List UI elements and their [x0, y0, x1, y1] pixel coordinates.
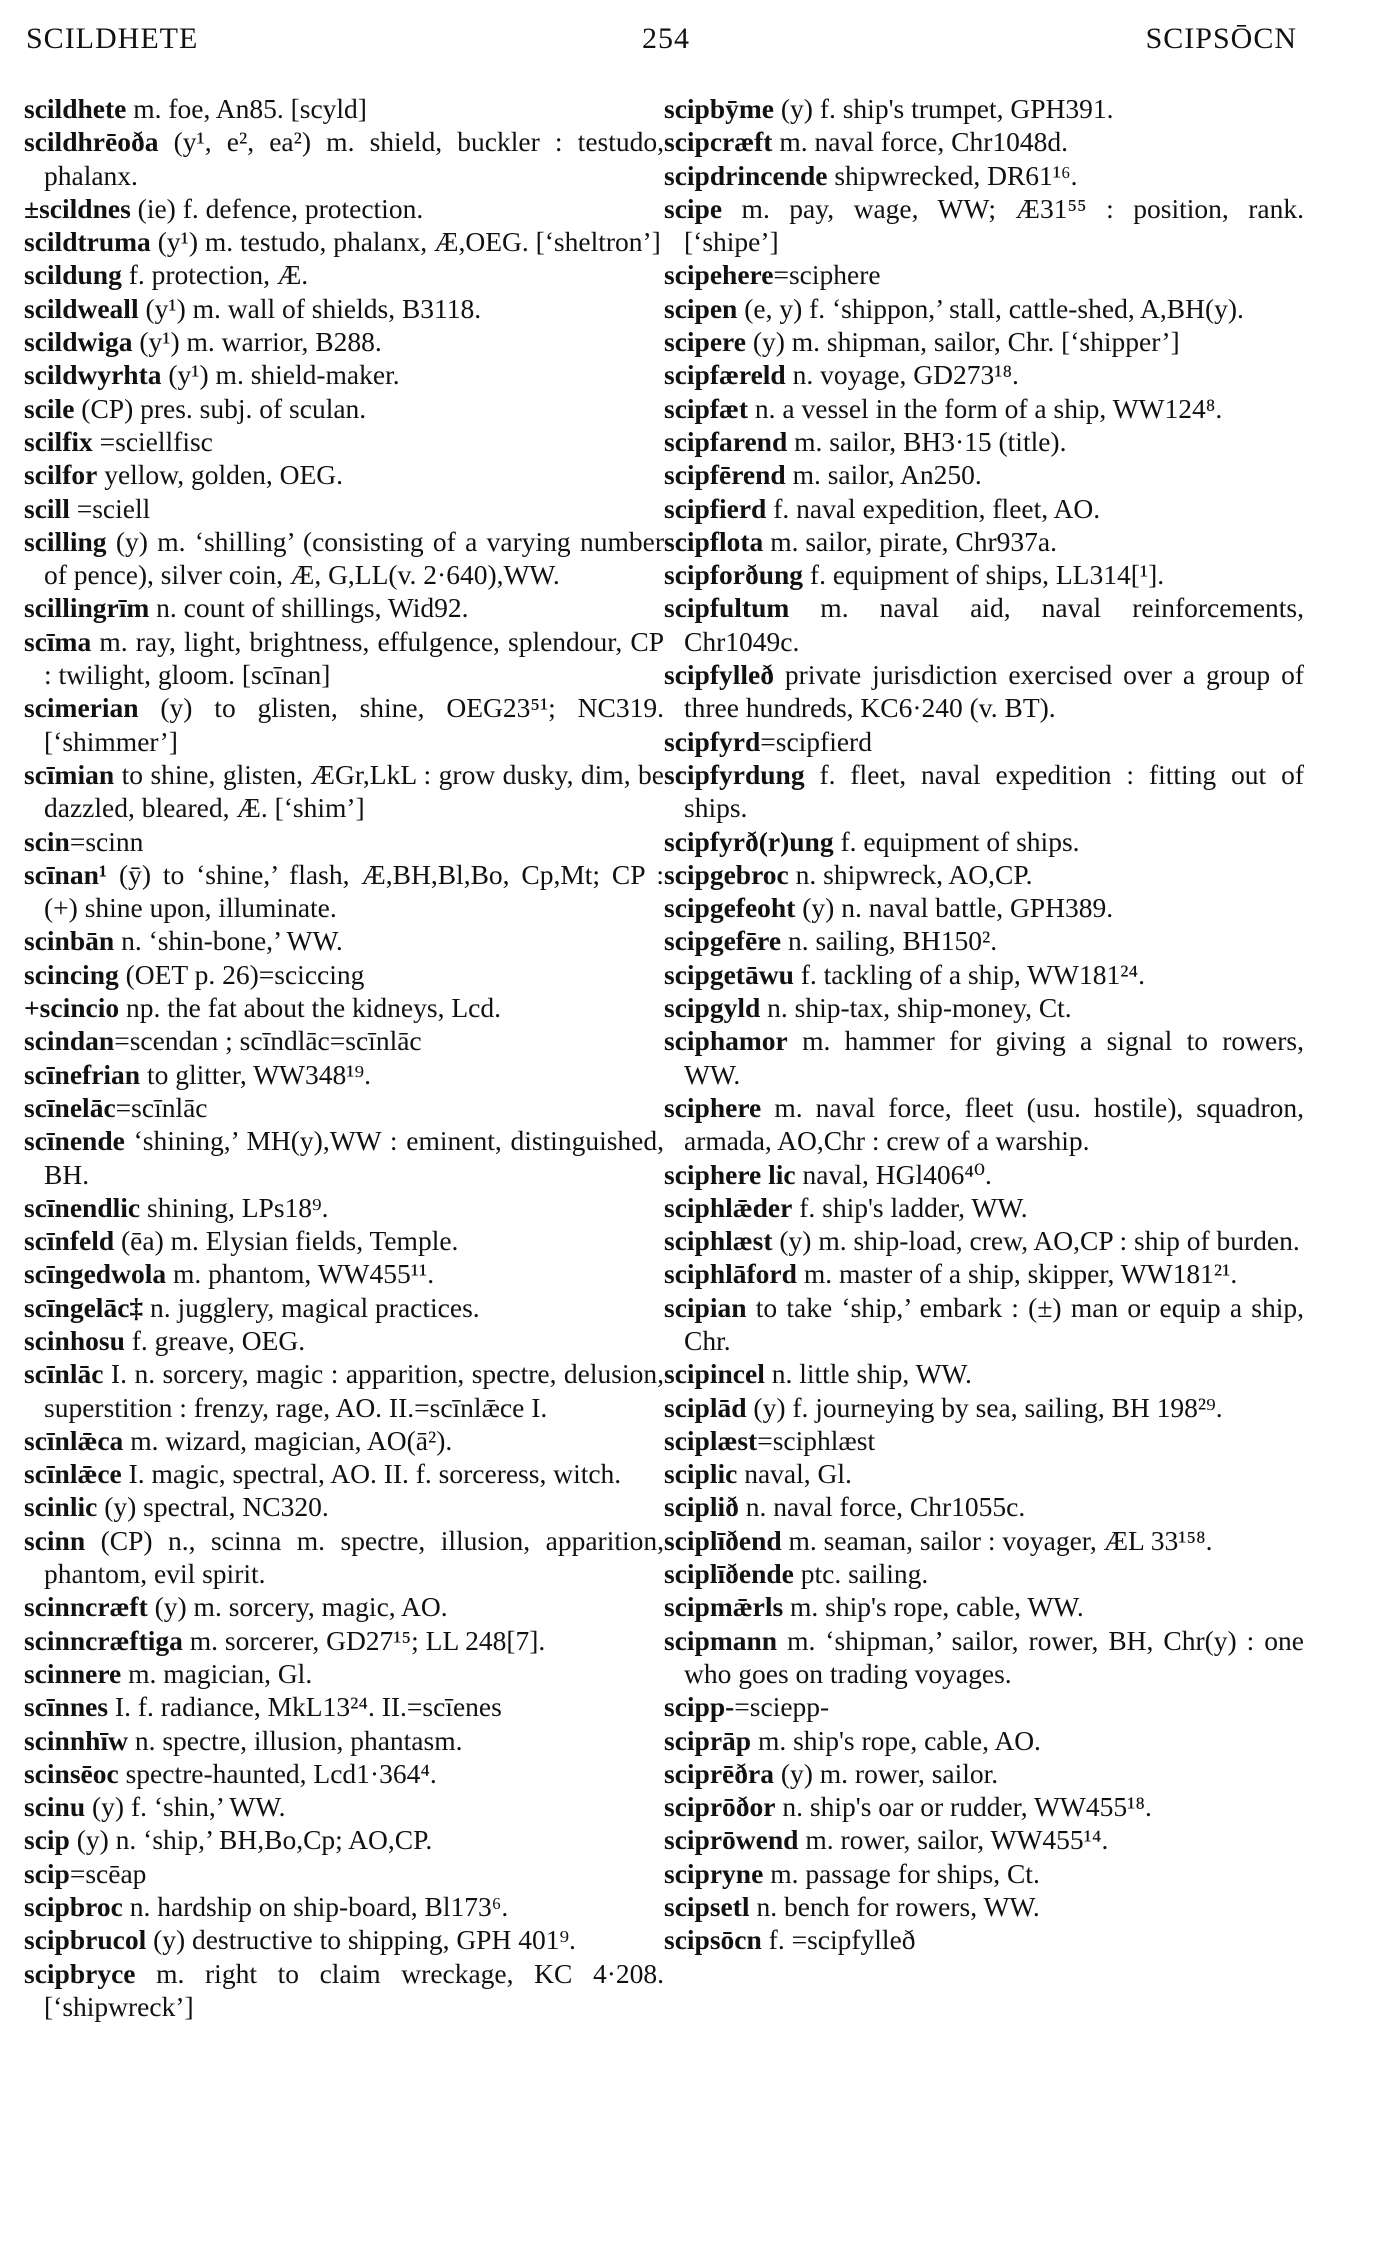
entry-headword: sciprōwend [664, 1824, 799, 1856]
entry-headword: scilfor [24, 459, 98, 491]
dictionary-entry [664, 1757, 1304, 1790]
entry-definition: m. seaman, sailor : voyager, ÆL 33¹⁵⁸. [781, 1524, 1213, 1556]
entry-definition: ‘shining,’ MH(y),WW : eminent, distinguished, BH. [44, 1125, 664, 1190]
entry-definition: m. rower, sailor, WW455¹⁴. [798, 1824, 1109, 1856]
dictionary-entry [664, 159, 1304, 192]
dictionary-entry [664, 392, 1304, 425]
entry-headword: scipgefeoht [664, 892, 796, 924]
dictionary-entry [664, 1524, 1304, 1557]
entry-headword: scinnhīw [24, 1724, 128, 1756]
dictionary-entry [24, 125, 664, 192]
dictionary-entry [664, 1357, 1304, 1390]
dictionary-entry [664, 1790, 1304, 1823]
entry-headword: scip [24, 1824, 70, 1856]
dictionary-entry [24, 924, 664, 957]
dictionary-entry [664, 1291, 1304, 1358]
entry-definition: I. n. sorcery, magic : apparition, spectre, delusion, superstition : frenzy, rage, AO. II.=scīnlǣce I. [44, 1358, 664, 1423]
entry-headword: scīnan¹ [24, 858, 108, 890]
dictionary-entry [664, 725, 1304, 758]
dictionary-entry [24, 1590, 664, 1623]
entry-definition: (y) f. journeying by sea, sailing, BH 198²⁹. [746, 1391, 1223, 1423]
entry-definition: m. naval aid, naval reinforcements, Chr1049c. [684, 592, 1304, 657]
dictionary-entry [24, 1757, 664, 1790]
entry-definition: n. hardship on ship-board, Bl173⁶. [122, 1891, 509, 1923]
entry-headword: scildhrēoða [24, 126, 159, 158]
entry-headword: scinhosu [24, 1324, 125, 1356]
dictionary-entry [24, 325, 664, 358]
entry-definition: f. equipment of ships, LL314[¹]. [803, 559, 1165, 591]
dictionary-entry [24, 1457, 664, 1490]
dictionary-entry [664, 1158, 1304, 1191]
entry-definition: (y) destructive to shipping, GPH 401⁹. [146, 1924, 576, 1956]
entry-headword: scīnlǣce [24, 1458, 122, 1490]
entry-headword: scīmian [24, 758, 115, 790]
entry-definition: (e, y) f. ‘shippon,’ stall, cattle-shed, A,BH(y). [737, 292, 1244, 324]
entry-headword: scipbȳme [664, 93, 774, 124]
entry-definition: n. voyage, GD273¹⁸. [785, 359, 1019, 391]
dictionary-entry [664, 292, 1304, 325]
entry-headword: scinncræft [24, 1591, 148, 1623]
entry-definition: naval, HGl406⁴⁰. [795, 1158, 992, 1190]
entry-definition: (y) m. shipman, sailor, Chr. [‘shipper’] [745, 326, 1180, 358]
dictionary-entry [24, 1790, 664, 1823]
dictionary-entry [664, 1557, 1304, 1590]
entry-headword: scildung [24, 259, 122, 291]
dictionary-entry [24, 392, 664, 425]
dictionary-entry [664, 325, 1304, 358]
entry-headword: scillingrīm [24, 592, 150, 624]
entry-headword: sciphlāford [664, 1258, 797, 1290]
dictionary-entry [24, 358, 664, 391]
entry-headword: scimerian [24, 692, 139, 724]
entry-headword: scipcræft [664, 126, 773, 158]
dictionary-entry [24, 458, 664, 491]
entry-definition: m. ship's rope, cable, WW. [783, 1591, 1084, 1623]
dictionary-entry [24, 525, 664, 592]
dictionary-entry [664, 758, 1304, 825]
dictionary-entry [664, 1923, 1304, 1956]
entry-headword: scipgyld [664, 992, 761, 1024]
dictionary-entry [664, 891, 1304, 924]
entry-definition: n. bench for rowers, WW. [749, 1891, 1040, 1923]
entry-headword: scipen [664, 292, 738, 324]
entry-headword: scildweall [24, 292, 139, 324]
entry-definition: (y) to glisten, shine, OEG23⁵¹; NC319. [‘shimmer’] [44, 692, 664, 757]
dictionary-entry [24, 1091, 664, 1124]
right-column [664, 92, 1304, 1957]
entry-headword: scildtruma [24, 226, 151, 258]
entry-headword: scinlic [24, 1491, 98, 1523]
dictionary-entry [24, 1357, 664, 1424]
dictionary-entry [664, 1024, 1304, 1091]
entry-definition: =scipfierd [760, 725, 872, 757]
entry-definition: to shine, glisten, ÆGr,LkL : grow dusky, dim, be dazzled, bleared, Æ. [‘shim’] [44, 758, 664, 824]
entry-definition: np. the fat about the kidneys, Lcd. [119, 992, 501, 1024]
entry-headword: sciplæst [664, 1424, 758, 1456]
entry-definition: (y) n. ‘ship,’ BH,Bo,Cp; AO,CP. [69, 1824, 433, 1856]
dictionary-entry [664, 825, 1304, 858]
entry-definition: (y¹) m. testudo, phalanx, Æ,OEG. [‘sheltron’] [150, 226, 661, 258]
dictionary-entry [664, 1690, 1304, 1723]
dictionary-entry [664, 591, 1304, 658]
entry-headword: scipbrucol [24, 1924, 147, 1956]
entry-headword: scipfyrð(r)ung [664, 825, 834, 857]
entry-headword: scipfyrd [664, 725, 761, 757]
dictionary-entry [24, 991, 664, 1024]
dictionary-entry [664, 1191, 1304, 1224]
dictionary-entry [24, 1124, 664, 1191]
entry-headword: scildwiga [24, 326, 133, 358]
dictionary-entry [664, 1391, 1304, 1424]
entry-definition: naval, Gl. [737, 1458, 852, 1490]
entry-definition: n. ‘shin-bone,’ WW. [114, 925, 343, 957]
entry-definition: m. master of a ship, skipper, WW181²¹. [796, 1258, 1238, 1290]
dictionary-entry [24, 1690, 664, 1723]
dictionary-entry [24, 92, 664, 125]
entry-headword: ±scildnes [24, 192, 131, 224]
entry-headword: scinsēoc [24, 1757, 119, 1789]
entry-definition: f. tackling of a ship, WW181²⁴. [793, 958, 1145, 990]
entry-definition: (y¹) m. shield-maker. [161, 359, 400, 391]
dictionary-entry [664, 358, 1304, 391]
dictionary-entry [664, 258, 1304, 291]
dictionary-entry [24, 225, 664, 258]
dictionary-entry [24, 691, 664, 758]
dictionary-entry [24, 1957, 664, 2024]
entry-headword: scip [24, 1857, 70, 1889]
entry-headword: scile [24, 392, 75, 424]
dictionary-entry [664, 1424, 1304, 1457]
entry-definition: f. fleet, naval expedition : fitting out of ships. [684, 758, 1304, 824]
entry-headword: sciplād [664, 1391, 747, 1423]
dictionary-entry [664, 192, 1304, 259]
entry-headword: sciphere lic [664, 1158, 796, 1190]
entry-definition: n. a vessel in the form of a ship, WW124⁸. [748, 392, 1223, 424]
page-number: 254 [642, 22, 690, 55]
running-head-right: SCIPSŌCN [1145, 22, 1297, 55]
dictionary-entry [664, 658, 1304, 725]
dictionary-entry [24, 1024, 664, 1057]
entry-headword: scinbān [24, 925, 115, 957]
entry-definition: m. ‘shipman,’ sailor, rower, BH, Chr(y) : one who goes on trading voyages. [684, 1624, 1304, 1689]
entry-definition: =sciphere [773, 259, 881, 291]
entry-headword: scipfierd [664, 492, 767, 524]
dictionary-entry [664, 1490, 1304, 1523]
entry-headword: scipian [664, 1291, 747, 1323]
entry-headword: scipfērend [664, 459, 786, 491]
dictionary-entry [24, 1224, 664, 1257]
entry-headword: scin [24, 825, 70, 857]
entry-definition: (CP) n., scinna m. spectre, illusion, apparition, phantom, evil spirit. [44, 1524, 664, 1590]
entry-headword: scipfæreld [664, 359, 786, 391]
entry-definition: m. hammer for giving a signal to rowers, WW. [684, 1025, 1304, 1090]
entry-definition: m. naval force, fleet (usu. hostile), squadron, armada, AO,Chr : crew of a warship. [684, 1091, 1304, 1157]
dictionary-entry [664, 1624, 1304, 1691]
entry-definition: (y) m. ship-load, crew, AO,CP : ship of burden. [772, 1225, 1300, 1257]
entry-definition: (y) m. rower, sailor. [773, 1757, 999, 1789]
entry-definition: n. shipwreck, AO,CP. [788, 858, 1033, 890]
dictionary-entry [24, 1857, 664, 1890]
dictionary-entry [24, 958, 664, 991]
entry-headword: scipsōcn [664, 1924, 762, 1956]
entry-definition: (ēa) m. Elysian fields, Temple. [114, 1225, 459, 1257]
entry-definition: (ie) f. defence, protection. [130, 192, 424, 224]
entry-headword: scīnefrian [24, 1058, 141, 1090]
dictionary-entry [24, 1191, 664, 1224]
entry-definition: m. pay, wage, WW; Æ31⁵⁵ : position, rank. [‘shipe’] [684, 192, 1304, 258]
entry-headword: scipmǣrls [664, 1591, 784, 1623]
entry-headword: scipsetl [664, 1891, 750, 1923]
entry-definition: (y) n. naval battle, GPH389. [795, 892, 1114, 924]
entry-headword: scipdrincende [664, 159, 828, 191]
dictionary-entry [664, 1224, 1304, 1257]
entry-definition: =sciell [69, 492, 151, 524]
entry-definition: m. right to claim wreckage, KC 4·208. [‘shipwreck’] [44, 1957, 664, 2022]
entry-definition: =scīnlāc [115, 1091, 208, 1123]
dictionary-entry [664, 1857, 1304, 1890]
dictionary-entry [24, 1724, 664, 1757]
entry-headword: sciprāp [664, 1724, 752, 1756]
entry-headword: sciplic [664, 1458, 738, 1490]
dictionary-entry [24, 1823, 664, 1856]
dictionary-entry [664, 991, 1304, 1024]
dictionary-entry [24, 292, 664, 325]
entry-definition: (y¹) m. warrior, B288. [132, 326, 382, 358]
entry-definition: m. naval force, Chr1048d. [772, 126, 1068, 158]
entry-definition: f. equipment of ships. [833, 825, 1080, 857]
dictionary-entry [24, 758, 664, 825]
dictionary-entry [664, 1823, 1304, 1856]
entry-headword: sciphlǣder [664, 1191, 793, 1223]
entry-definition: f. ship's ladder, WW. [792, 1191, 1028, 1223]
dictionary-entry [24, 425, 664, 458]
entry-definition: =sciphlæst [757, 1424, 876, 1456]
entry-headword: scinu [24, 1791, 86, 1823]
entry-headword: scīnlǣca [24, 1424, 124, 1456]
entry-headword: sciplīðend [664, 1524, 782, 1556]
entry-definition: (OET p. 26)=sciccing [118, 958, 365, 990]
dictionary-entry [664, 1590, 1304, 1623]
entry-headword: scipforðung [664, 559, 804, 591]
entry-definition: I. magic, spectral, AO. II. f. sorceress, witch. [121, 1458, 622, 1490]
dictionary-entry [664, 92, 1304, 125]
entry-definition: (ȳ) to ‘shine,’ flash, Æ,BH,Bl,Bo, Cp,Mt; CP : (+) shine upon, illuminate. [44, 858, 664, 924]
entry-definition: (y) m. sorcery, magic, AO. [147, 1591, 448, 1623]
dictionary-entry [24, 1424, 664, 1457]
entry-headword: scilling [24, 525, 107, 557]
entry-definition: (y) spectral, NC320. [97, 1491, 329, 1523]
entry-definition: n. sailing, BH150². [781, 925, 998, 957]
dictionary-entry [24, 258, 664, 291]
entry-headword: scīnelāc [24, 1091, 116, 1123]
entry-definition: =sciepp- [734, 1691, 830, 1723]
dictionary-entry [24, 1257, 664, 1290]
entry-definition: to glitter, WW348¹⁹. [140, 1058, 371, 1090]
entry-headword: scipflota [664, 525, 764, 557]
entry-headword: scīnendlic [24, 1191, 141, 1223]
entry-definition: m. ray, light, brightness, effulgence, splendour, CP : twilight, gloom. [scīnan] [44, 625, 664, 691]
dictionary-entry [24, 1890, 664, 1923]
entry-headword: scīnfeld [24, 1225, 115, 1257]
entry-definition: (y) f. ship's trumpet, GPH391. [774, 93, 1114, 124]
entry-headword: scildhete [24, 93, 127, 124]
entry-headword: scīngedwola [24, 1258, 167, 1290]
entry-definition: f. greave, OEG. [124, 1324, 306, 1356]
dictionary-entry [24, 858, 664, 925]
entry-definition: m. sailor, BH3·15 (title). [787, 425, 1067, 457]
entry-definition: m. sailor, An250. [785, 459, 982, 491]
dictionary-entry [664, 125, 1304, 158]
dictionary-entry [24, 492, 664, 525]
dictionary-entry [664, 858, 1304, 891]
entry-headword: scipe [664, 192, 723, 224]
entry-definition: =scinn [69, 825, 144, 857]
entry-definition: =sciellfisc [92, 425, 213, 457]
entry-definition: n. ship's oar or rudder, WW455¹⁸. [775, 1791, 1152, 1823]
dictionary-entry [24, 192, 664, 225]
entry-headword: scipfultum [664, 592, 790, 624]
entry-headword: scipfarend [664, 425, 788, 457]
entry-definition: m. ship's rope, cable, AO. [751, 1724, 1041, 1756]
dictionary-entry [24, 1657, 664, 1690]
entry-headword: scinnere [24, 1657, 122, 1689]
entry-definition: f. naval expedition, fleet, AO. [766, 492, 1101, 524]
entry-definition: m. wizard, magician, AO(ā²). [123, 1424, 453, 1456]
dictionary-entry [664, 425, 1304, 458]
entry-headword: scipehere [664, 259, 774, 291]
entry-headword: sciplið [664, 1491, 739, 1523]
entry-definition: shining, LPs18⁹. [140, 1191, 329, 1223]
left-column [24, 92, 664, 2023]
entry-headword: scipere [664, 326, 746, 358]
entry-definition: to take ‘ship,’ embark : (±) man or equip a ship, Chr. [684, 1291, 1304, 1356]
entry-headword: sciphlæst [664, 1225, 773, 1257]
entry-definition: n. spectre, illusion, phantasm. [127, 1724, 463, 1756]
entry-headword: scipryne [664, 1857, 764, 1889]
entry-definition: n. naval force, Chr1055c. [738, 1491, 1026, 1523]
dictionary-entry [24, 591, 664, 624]
entry-definition: (y¹) m. wall of shields, B3118. [138, 292, 482, 324]
dictionary-entry [24, 1324, 664, 1357]
entry-headword: scipgefēre [664, 925, 782, 957]
entry-definition: n. ship-tax, ship-money, Ct. [760, 992, 1072, 1024]
dictionary-entry [664, 924, 1304, 957]
entry-headword: scipfylleð [664, 659, 774, 691]
dictionary-entry [664, 958, 1304, 991]
dictionary-entry [664, 1257, 1304, 1290]
dictionary-entry [664, 558, 1304, 591]
entry-definition: (y¹, e², ea²) m. shield, buckler : testudo, phalanx. [44, 126, 664, 191]
entry-headword: scīnnes [24, 1691, 109, 1723]
dictionary-entry [24, 625, 664, 692]
entry-headword: scildwyrhta [24, 359, 162, 391]
entry-headword: scipbryce [24, 1957, 136, 1989]
entry-headword: sciplīðende [664, 1558, 794, 1590]
entry-definition: m. sorcerer, GD27¹⁵; LL 248[7]. [182, 1624, 546, 1656]
entry-definition: n. little ship, WW. [764, 1358, 972, 1390]
dictionary-entry [664, 1890, 1304, 1923]
entry-headword: scipincel [664, 1358, 765, 1390]
entry-definition: m. phantom, WW455¹¹. [166, 1258, 435, 1290]
entry-headword: scill [24, 492, 70, 524]
entry-headword: scipgetāwu [664, 958, 794, 990]
entry-headword: sciprēðra [664, 1757, 774, 1789]
dictionary-entry [24, 1291, 664, 1324]
entry-headword: scipmann [664, 1624, 778, 1656]
dictionary-entry [24, 1490, 664, 1523]
entry-headword: scipgebroc [664, 858, 789, 890]
dictionary-entry [664, 1724, 1304, 1757]
entry-definition: f. =scipfylleð [761, 1924, 916, 1956]
entry-definition: (y) m. ‘shilling’ (consisting of a varying number of pence), silver coin, Æ, G,LL(v. 2·640),WW. [44, 525, 664, 591]
entry-headword: scīnlāc [24, 1358, 104, 1390]
entry-definition: shipwrecked, DR61¹⁶. [827, 159, 1078, 191]
entry-headword: scinn [24, 1524, 86, 1556]
entry-headword: scīma [24, 625, 92, 657]
dictionary-entry [24, 1624, 664, 1657]
entry-headword: scipfyrdung [664, 758, 805, 790]
entry-definition: spectre-haunted, Lcd1·364⁴. [118, 1757, 437, 1789]
dictionary-entry [664, 492, 1304, 525]
entry-definition: m. magician, Gl. [121, 1657, 313, 1689]
entry-definition: n. count of shillings, Wid92. [149, 592, 469, 624]
entry-definition: =scēap [69, 1857, 147, 1889]
dictionary-entry [24, 825, 664, 858]
entry-definition: I. f. radiance, MkL13²⁴. II.=scīenes [108, 1691, 502, 1723]
entry-headword: scinncræftiga [24, 1624, 183, 1656]
dictionary-entry [24, 1524, 664, 1591]
entry-headword: sciprōðor [664, 1791, 776, 1823]
entry-definition: n. jugglery, magical practices. [143, 1291, 480, 1323]
dictionary-entry [664, 1091, 1304, 1158]
entry-definition: private jurisdiction exercised over a group of three hundreds, KC6·240 (v. BT). [684, 659, 1304, 724]
entry-definition: m. sailor, pirate, Chr937a. [763, 525, 1058, 557]
entry-headword: scilfix [24, 425, 93, 457]
entry-headword: sciphamor [664, 1025, 788, 1057]
entry-definition: yellow, golden, OEG. [97, 459, 343, 491]
entry-headword: sciphere [664, 1091, 762, 1123]
entry-definition: m. passage for ships, Ct. [763, 1857, 1040, 1889]
entry-headword: scincing [24, 958, 119, 990]
entry-definition: (y) f. ‘shin,’ WW. [85, 1791, 286, 1823]
entry-headword: scīngelāc‡ [24, 1291, 144, 1323]
dictionary-entry [664, 1457, 1304, 1490]
entry-headword: scipp- [664, 1691, 735, 1723]
entry-headword: +scincio [24, 992, 120, 1024]
entry-definition: m. foe, An85. [scyld] [126, 93, 367, 124]
entry-headword: scipbroc [24, 1891, 123, 1923]
entry-definition: f. protection, Æ. [121, 259, 309, 291]
entry-headword: scindan [24, 1025, 115, 1057]
running-head-left: SCILDHETE [26, 22, 199, 55]
entry-definition: (CP) pres. subj. of sculan. [74, 392, 367, 424]
entry-definition: ptc. sailing. [793, 1558, 929, 1590]
entry-headword: scīnende [24, 1125, 125, 1157]
entry-definition: =scendan ; scīndlāc=scīnlāc [114, 1025, 422, 1057]
dictionary-entry [24, 1923, 664, 1956]
dictionary-entry [24, 1058, 664, 1091]
dictionary-entry [664, 525, 1304, 558]
dictionary-entry [664, 458, 1304, 491]
entry-headword: scipfæt [664, 392, 749, 424]
